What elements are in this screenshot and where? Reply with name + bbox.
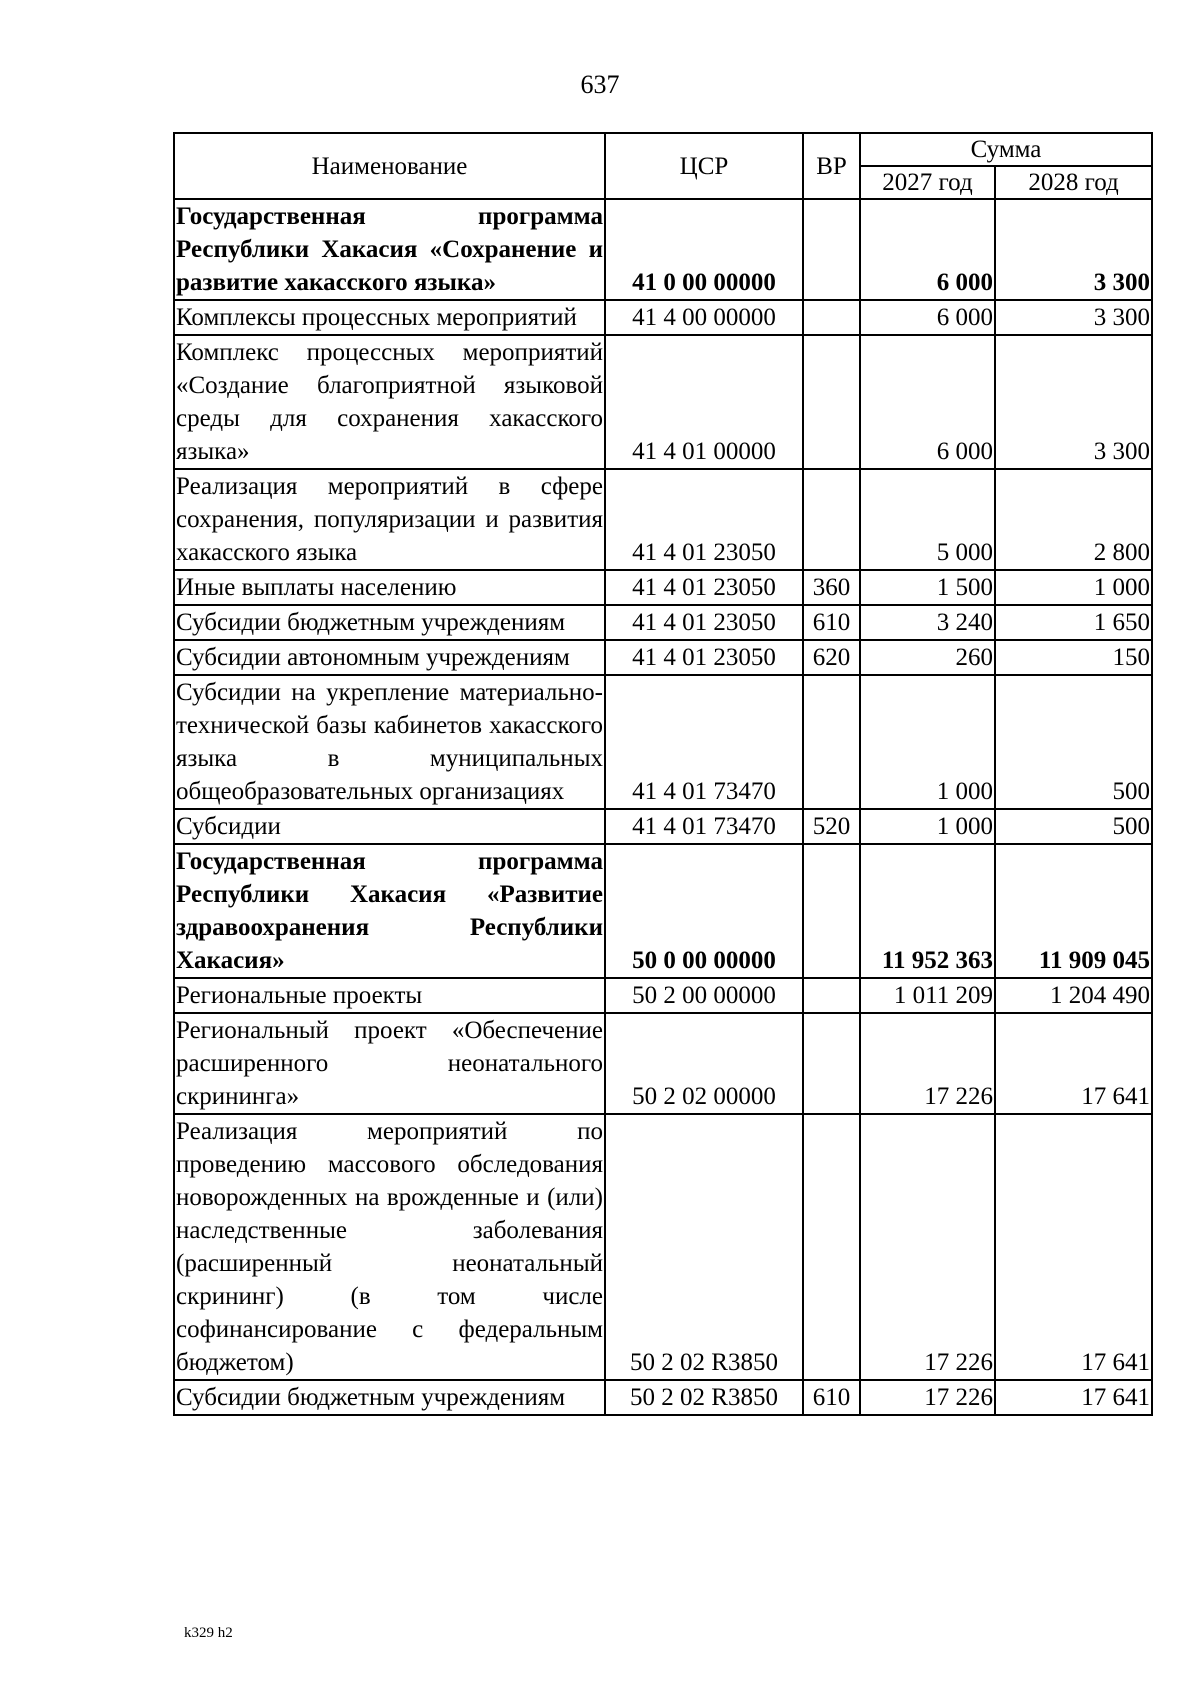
table-row (174, 300, 1152, 335)
row-vr (803, 300, 860, 335)
row-sum-2028: 3 300 (995, 300, 1152, 335)
row-sum-2027: 260 (860, 640, 995, 675)
row-csr: 41 4 01 23050 (605, 570, 803, 605)
row-name: Государственная программа Республики Хакасия «Сохранение и развитие хакасского языка» (174, 199, 605, 300)
header-year-2028: 2028 год (995, 166, 1152, 199)
row-sum-2028: 500 (995, 809, 1152, 844)
table-row (174, 1114, 1152, 1380)
table-header (174, 133, 1152, 199)
row-name: Комплекс процессных мероприятий «Создание благоприятной языковой среды для сохранения хакасского языка» (174, 335, 605, 469)
row-sum-2028: 3 300 (995, 199, 1152, 300)
row-vr (803, 978, 860, 1013)
row-csr: 50 2 02 R3850 (605, 1380, 803, 1415)
row-csr: 41 4 01 73470 (605, 809, 803, 844)
table-row (174, 605, 1152, 640)
row-sum-2028: 500 (995, 675, 1152, 809)
row-csr: 50 0 00 00000 (605, 844, 803, 978)
row-sum-2027: 3 240 (860, 605, 995, 640)
row-csr: 41 0 00 00000 (605, 199, 803, 300)
row-vr: 520 (803, 809, 860, 844)
row-sum-2028: 1 000 (995, 570, 1152, 605)
row-sum-2028: 17 641 (995, 1114, 1152, 1380)
row-vr: 620 (803, 640, 860, 675)
table-row (174, 335, 1152, 469)
row-name: Реализация мероприятий по проведению массового обследования новорожденных на врожденные и (или) наследственные заболевания (расширенный неонатальный скрининг) (в том числе софинансирование с федеральным бюджетом) (174, 1114, 605, 1380)
row-vr (803, 469, 860, 570)
header-year-2027: 2027 год (860, 166, 995, 199)
row-csr: 50 2 02 R3850 (605, 1114, 803, 1380)
row-csr: 41 4 01 23050 (605, 605, 803, 640)
budget-table (173, 132, 1153, 1416)
header-sum: Сумма (860, 133, 1152, 166)
row-name: Субсидии бюджетным учреждениям (174, 605, 605, 640)
row-vr (803, 335, 860, 469)
row-csr: 41 4 00 00000 (605, 300, 803, 335)
row-name: Региональный проект «Обеспечение расширенного неонатального скрининга» (174, 1013, 605, 1114)
row-csr: 41 4 01 00000 (605, 335, 803, 469)
row-sum-2027: 6 000 (860, 300, 995, 335)
table-row (174, 640, 1152, 675)
row-vr (803, 675, 860, 809)
row-sum-2027: 6 000 (860, 335, 995, 469)
header-vr: ВР (803, 133, 860, 199)
table-row (174, 844, 1152, 978)
row-name: Государственная программа Республики Хакасия «Развитие здравоохранения Республики Хакасия» (174, 844, 605, 978)
table-row (174, 978, 1152, 1013)
row-csr: 41 4 01 23050 (605, 469, 803, 570)
row-sum-2028: 11 909 045 (995, 844, 1152, 978)
row-vr: 360 (803, 570, 860, 605)
row-name: Субсидии (174, 809, 605, 844)
row-name: Иные выплаты населению (174, 570, 605, 605)
table-body (174, 199, 1152, 1415)
row-sum-2028: 3 300 (995, 335, 1152, 469)
row-sum-2028: 17 641 (995, 1013, 1152, 1114)
row-vr (803, 1013, 860, 1114)
row-sum-2027: 5 000 (860, 469, 995, 570)
row-sum-2028: 17 641 (995, 1380, 1152, 1415)
row-csr: 50 2 02 00000 (605, 1013, 803, 1114)
table-row (174, 199, 1152, 300)
row-name: Региональные проекты (174, 978, 605, 1013)
footer-code: k329 h2 (184, 1625, 233, 1641)
row-sum-2028: 1 650 (995, 605, 1152, 640)
table-row (174, 675, 1152, 809)
table-row (174, 1380, 1152, 1415)
row-sum-2027: 1 500 (860, 570, 995, 605)
row-vr (803, 844, 860, 978)
table-row (174, 469, 1152, 570)
header-csr: ЦСР (605, 133, 803, 199)
row-csr: 41 4 01 23050 (605, 640, 803, 675)
table-row (174, 570, 1152, 605)
row-sum-2027: 17 226 (860, 1380, 995, 1415)
row-vr (803, 1114, 860, 1380)
row-sum-2028: 2 800 (995, 469, 1152, 570)
row-csr: 50 2 00 00000 (605, 978, 803, 1013)
row-vr: 610 (803, 1380, 860, 1415)
row-sum-2027: 17 226 (860, 1114, 995, 1380)
row-name: Субсидии на укрепление материально-технической базы кабинетов хакасского языка в муниципальных общеобразовательных организациях (174, 675, 605, 809)
table-row (174, 1013, 1152, 1114)
row-name: Субсидии бюджетным учреждениям (174, 1380, 605, 1415)
header-name: Наименование (174, 133, 605, 199)
row-name: Реализация мероприятий в сфере сохранения, популяризации и развития хакасского языка (174, 469, 605, 570)
page-number: 637 (580, 70, 620, 99)
table-row (174, 809, 1152, 844)
row-sum-2028: 150 (995, 640, 1152, 675)
row-sum-2028: 1 204 490 (995, 978, 1152, 1013)
row-name: Комплексы процессных мероприятий (174, 300, 605, 335)
row-csr: 41 4 01 73470 (605, 675, 803, 809)
row-sum-2027: 1 000 (860, 675, 995, 809)
row-name: Субсидии автономным учреждениям (174, 640, 605, 675)
row-vr (803, 199, 860, 300)
row-vr: 610 (803, 605, 860, 640)
row-sum-2027: 6 000 (860, 199, 995, 300)
row-sum-2027: 1 000 (860, 809, 995, 844)
row-sum-2027: 1 011 209 (860, 978, 995, 1013)
row-sum-2027: 11 952 363 (860, 844, 995, 978)
row-sum-2027: 17 226 (860, 1013, 995, 1114)
